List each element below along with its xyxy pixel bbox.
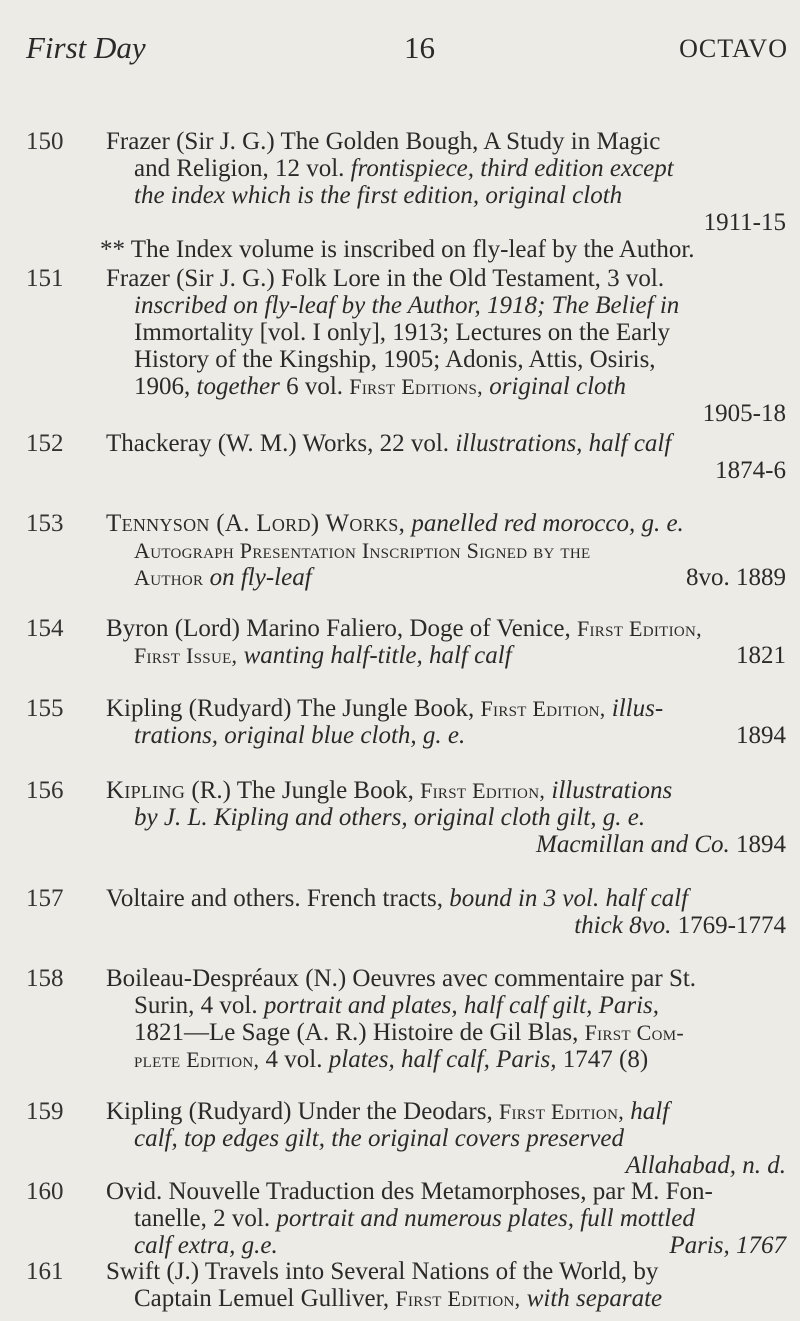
lot-description: [106, 265, 786, 427]
desc-line: by J. L. Kipling and others, original cloth gilt, g. e.: [134, 804, 646, 831]
desc-date: 1905-18: [702, 400, 786, 427]
desc-line: Tennyson (A. Lord) Works, panelled red morocco, g. e.: [106, 510, 684, 537]
lot-description: [106, 1098, 786, 1179]
lot-number: 158: [26, 965, 64, 992]
desc-line: Kipling (R.) The Jungle Book, First Edition, illustrations: [106, 777, 673, 804]
desc-date: 1874-6: [715, 457, 786, 484]
lot-description: [106, 615, 786, 669]
lot-number: 156: [26, 777, 64, 804]
desc-note: ** The Index volume is inscribed on fly-leaf by the Author.: [100, 236, 695, 263]
lot-description: [106, 1178, 786, 1259]
desc-line: 1821—Le Sage (A. R.) Histoire de Gil Blas, First Com-: [134, 1019, 685, 1046]
lot-number: 160: [26, 1178, 64, 1205]
desc-date: Allahabad, n. d.: [625, 1152, 786, 1179]
lot-number: 153: [26, 510, 64, 537]
desc-line: History of the Kingship, 1905; Adonis, Attis, Osiris,: [134, 346, 656, 373]
desc-line: inscribed on fly-leaf by the Author, 1918; The Belief in: [134, 292, 680, 319]
desc-line: 1906, together 6 vol. First Editions, original cloth: [134, 373, 627, 400]
desc-date: thick 8vo. 1769-1774: [574, 912, 786, 939]
desc-line: tanelle, 2 vol. portrait and numerous plates, full mottled: [134, 1205, 695, 1232]
desc-line: Captain Lemuel Gulliver, First Edition, with separate: [134, 1285, 663, 1312]
lot-description: [106, 885, 786, 939]
lot-number: 157: [26, 885, 64, 912]
lot-description: [106, 430, 786, 484]
desc-line: the index which is the first edition, original cloth: [134, 182, 623, 209]
lot-description: [106, 777, 786, 858]
lot-number: 161: [26, 1258, 64, 1285]
desc-date: 1911-15: [703, 209, 786, 236]
page-number: 16: [404, 30, 435, 65]
desc-line: Immortality [vol. I only], 1913; Lectures on the Early: [134, 319, 670, 346]
lot-number: 151: [26, 265, 64, 292]
lot-number: 159: [26, 1098, 64, 1125]
lot-description: [106, 1258, 786, 1312]
desc-line: Ovid. Nouvelle Traduction des Metamorphoses, par M. Fon-: [106, 1178, 713, 1205]
header-day: First Day: [26, 30, 146, 65]
desc-line: First Issue, wanting half-title, half calf 1821: [134, 642, 786, 669]
lot-number: 155: [26, 695, 64, 722]
page-header: [26, 30, 788, 80]
desc-line: Author on fly-leaf 8vo. 1889: [134, 564, 786, 591]
lot-description: [106, 695, 786, 749]
lot-description: [106, 965, 786, 1073]
desc-line: Kipling (Rudyard) Under the Deodars, First Edition, half: [106, 1098, 670, 1125]
desc-date: Macmillan and Co. 1894: [536, 831, 786, 858]
lot-description: [100, 128, 786, 263]
desc-line: plete Edition, 4 vol. plates, half calf, Paris, 1747 (8): [134, 1046, 649, 1073]
desc-line: Frazer (Sir J. G.) The Golden Bough, A Study in Magic: [106, 128, 661, 155]
lot-number: 152: [26, 430, 64, 457]
desc-line: trations, original blue cloth, g. e. 1894: [134, 722, 786, 749]
desc-line: calf, top edges gilt, the original covers preserved: [134, 1125, 624, 1152]
lot-description: [106, 510, 786, 591]
desc-line: Byron (Lord) Marino Faliero, Doge of Venice, First Edition,: [106, 615, 702, 642]
desc-line: Frazer (Sir J. G.) Folk Lore in the Old Testament, 3 vol.: [106, 265, 665, 292]
desc-line: Kipling (Rudyard) The Jungle Book, First Edition, illus-: [106, 695, 664, 722]
desc-line: Swift (J.) Travels into Several Nations of the World, by: [106, 1258, 659, 1285]
desc-line: and Religion, 12 vol. frontispiece, third edition except: [134, 155, 674, 182]
desc-line: calf extra, g.e. Paris, 1767: [134, 1232, 786, 1259]
desc-line: Surin, 4 vol. portrait and plates, half calf gilt, Paris,: [134, 992, 660, 1019]
desc-line: Boileau-Despréaux (N.) Oeuvres avec commentaire par St.: [106, 965, 697, 992]
lot-number: 150: [26, 128, 64, 155]
lot-number: 154: [26, 615, 64, 642]
desc-line: Thackeray (W. M.) Works, 22 vol. illustrations, half calf: [106, 430, 672, 457]
desc-line: Autograph Presentation Inscription Signed by the: [134, 538, 591, 563]
desc-line: Voltaire and others. French tracts, bound in 3 vol. half calf: [106, 885, 689, 912]
header-format: OCTAVO: [679, 34, 788, 63]
